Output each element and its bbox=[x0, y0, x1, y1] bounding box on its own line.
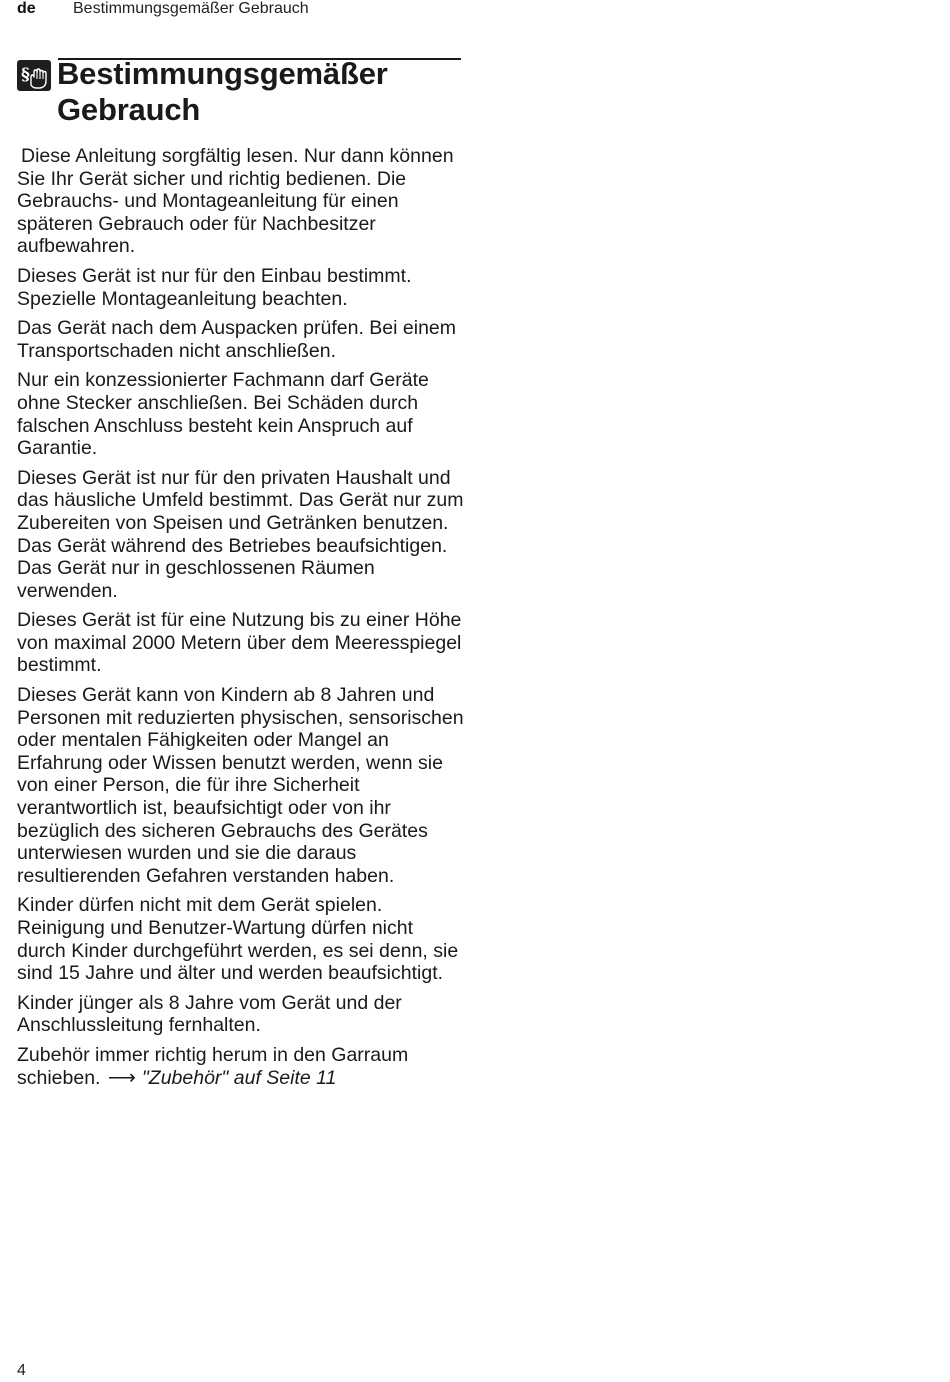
paragraph: Kinder dürfen nicht mit dem Gerät spielen. Reinigung und Benutzer-Wartung dürfen nicht durch Kinder durchgeführt werden, es sei denn, sie sind 15 Jahre und älter und werden beaufsichtigt. bbox=[17, 894, 459, 985]
svg-text:§: § bbox=[21, 65, 30, 85]
paragraph-hand-icon bbox=[17, 60, 51, 91]
paragraph: Dieses Gerät ist nur für den Einbau bestimmt. Spezielle Montageanleitung beachten. bbox=[17, 264, 412, 310]
paragraph: Dieses Gerät ist für eine Nutzung bis zu einer Höhe von maximal 2000 Metern über dem Meeresspiegel bestimmt. bbox=[17, 609, 462, 677]
paragraph: Dieses Gerät ist nur für den privaten Haushalt und das häusliche Umfeld bestimmt. Das Gerät nur zum Zubereiten von Speisen und Getränken benutzen. Das Gerät während des Betriebes beaufsichtigen. Das Gerät nur in geschlossenen Räumen verwenden. bbox=[17, 466, 464, 602]
paragraph: Nur ein konzessionierter Fachmann darf Geräte ohne Stecker anschließen. Bei Schäden durch falschen Anschluss besteht kein Anspruch auf Garantie. bbox=[17, 369, 429, 460]
reference-arrow-icon: ⟶ bbox=[107, 1066, 136, 1089]
section-title: Bestimmungsgemäßer Gebrauch bbox=[57, 56, 388, 127]
paragraph: Dieses Gerät kann von Kindern ab 8 Jahren und Personen mit reduzierten physischen, sensorischen oder mentalen Fähigkeiten oder Mangel an Erfahrung oder Wissen benutzt werden, wenn sie von einer Person, die für ihre Sicherheit verantwortlich ist, beaufsichtigt oder von ihr bezüglich des sicheren Gebrauchs des Gerätes unterwiesen wurden und sie die daraus resultierenden Gefahren verstanden haben. bbox=[17, 684, 464, 887]
running-title: Bestimmungsgemäßer Gebrauch bbox=[73, 0, 309, 17]
paragraph: Das Gerät nach dem Auspacken prüfen. Bei einem Transportschaden nicht anschließen. bbox=[17, 317, 456, 362]
page-number: 4 bbox=[17, 1362, 26, 1379]
paragraph: Kinder jünger als 8 Jahre vom Gerät und der Anschlussleitung fernhalten. bbox=[17, 991, 402, 1037]
paragraph: Diese Anleitung sorgfältig lesen. Nur dann können Sie Ihr Gerät sicher und richtig bedienen. Die Gebrauchs- und Montageanleitung für einen späteren Gebrauch oder für Nachbesitzer aufbewahren. bbox=[17, 145, 454, 258]
section-body bbox=[17, 145, 465, 1096]
paragraph-text: Zubehör immer richtig herum in den Garraum schieben. bbox=[17, 1043, 409, 1089]
paragraph-with-reference bbox=[17, 1044, 465, 1089]
language-code: de bbox=[17, 0, 36, 17]
cross-reference-link[interactable]: "Zubehör" auf Seite 11 bbox=[141, 1066, 337, 1089]
